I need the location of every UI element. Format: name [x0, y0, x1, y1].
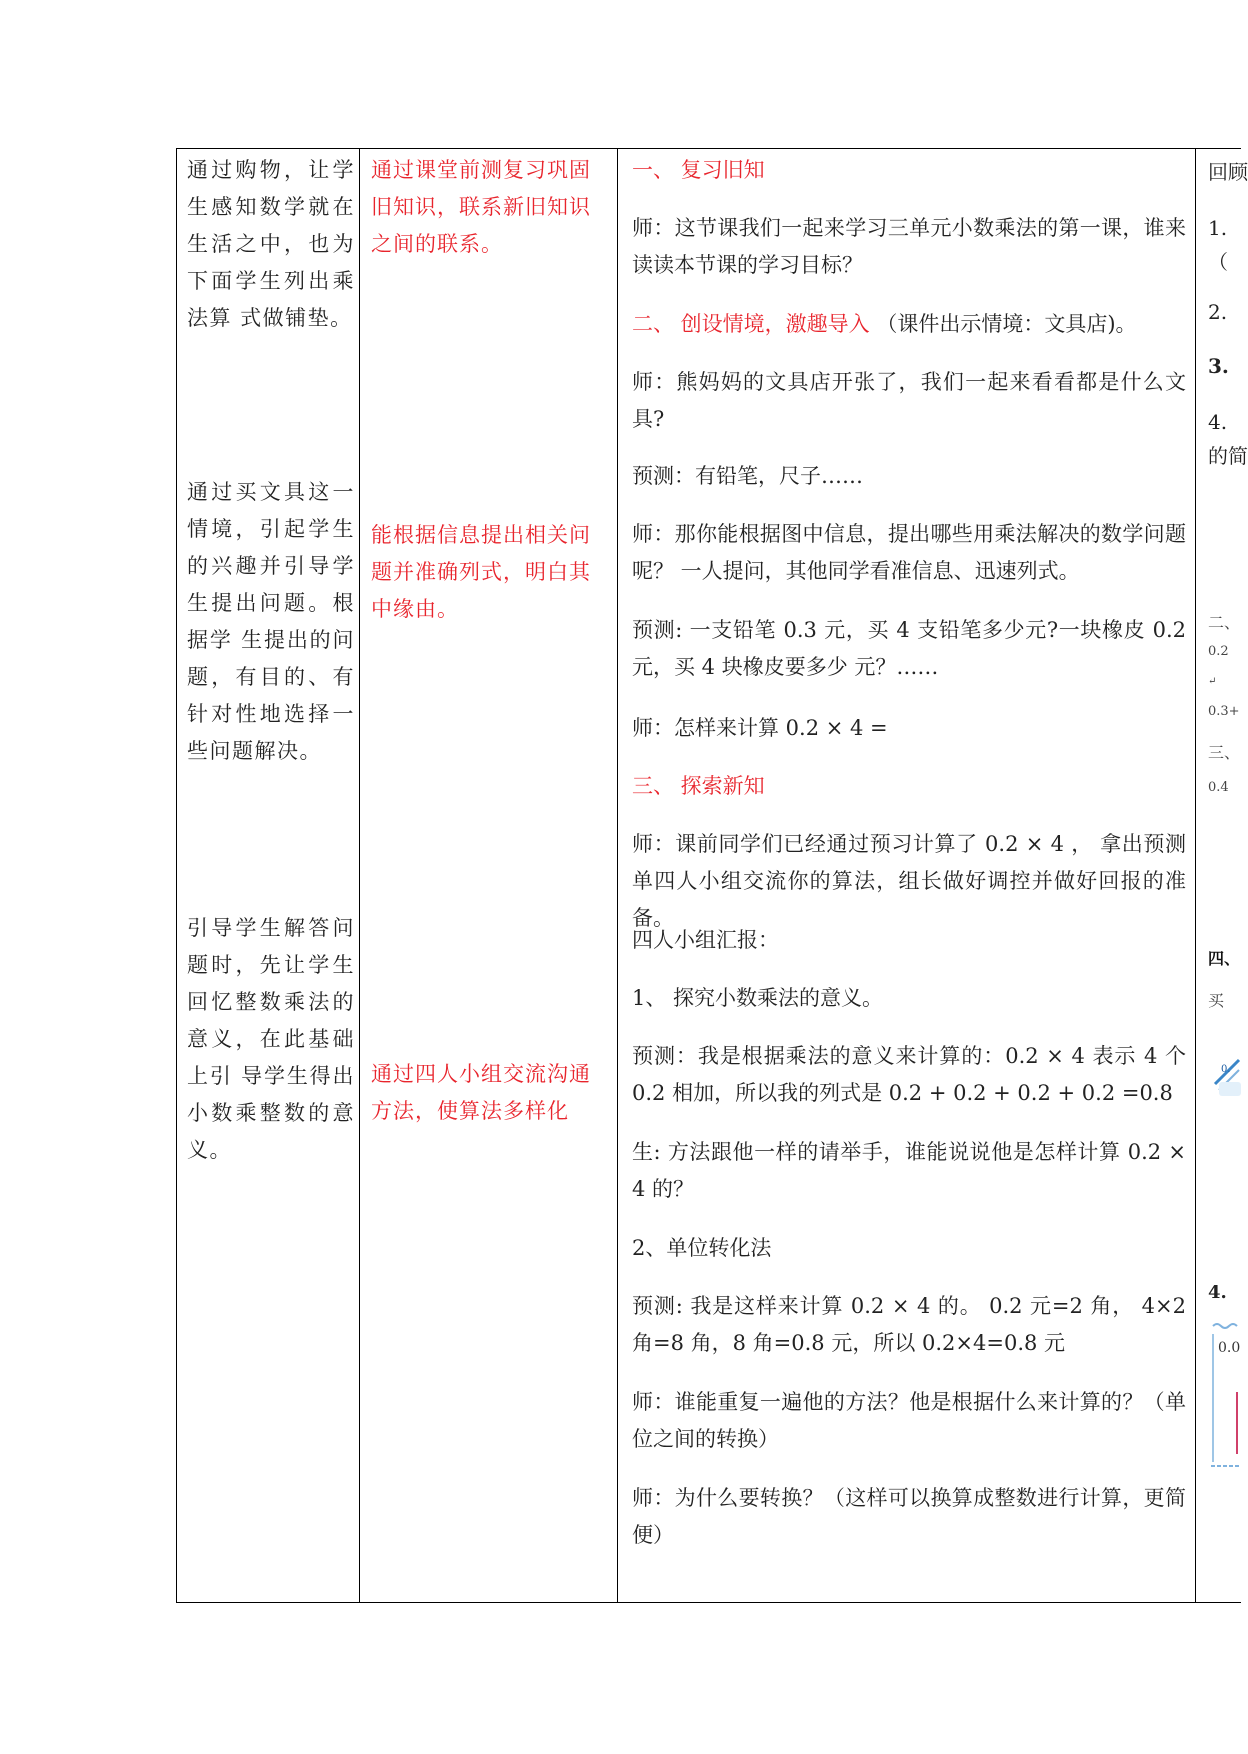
- intent-paragraph-meaning: 引导学生解答问题时，先让学生回忆整数乘法的意义，在此基础上引 导学生得出小数乘整数的意义。: [187, 916, 355, 1162]
- section-heading-situation-title: 二、 创设情境，激趣导入: [632, 312, 870, 336]
- section-heading-situation-note: （课件出示情境：文具店)。: [869, 312, 1137, 336]
- cropped-text: 2.: [1208, 300, 1228, 324]
- process-paragraph: 师：谁能重复一遍他的方法？他是根据什么来计算的？（单位之间的转换）: [632, 1390, 1186, 1451]
- cropped-text: 4.: [1208, 1282, 1227, 1303]
- cropped-text: ↵: [1208, 676, 1217, 687]
- cropped-text: 回顾: [1208, 160, 1248, 184]
- process-paragraph: 预测：我是根据乘法的意义来计算的：0.2 × 4 表示 4 个 0.2 相加，所以我的列式是 0.2 + 0.2 + 0.2 + 0.2 =0.8: [632, 1044, 1186, 1105]
- cropped-text: 的简: [1208, 444, 1248, 468]
- cropped-text: 0.3+: [1208, 704, 1240, 719]
- table-border-2: [617, 148, 618, 1602]
- section-heading-situation: [632, 306, 1186, 343]
- cropped-text: 四、: [1208, 949, 1241, 968]
- process-paragraph: 师：那你能根据图中信息，提出哪些用乘法解决的数学问题呢？ 一人提问，其他同学看准信息、迅速列式。: [632, 522, 1186, 583]
- cropped-text: 3.: [1208, 354, 1229, 378]
- cropped-text: （: [1208, 250, 1228, 274]
- cropped-text: 0.2: [1208, 644, 1229, 659]
- process-paragraph: 预测: 我是这样来计算 0.2 × 4 的。 0.2 元=2 角， 4×2 角=8 角，8 角=0.8 元，所以 0.2×4=0.8 元: [632, 1294, 1186, 1355]
- process-paragraph: 四人小组汇报：: [632, 928, 779, 952]
- process-paragraph: 生: 方法跟他一样的请举手，谁能说说他是怎样计算 0.2 × 4 的？: [632, 1140, 1186, 1201]
- section-heading-explore: 三、 探索新知: [632, 774, 765, 798]
- cropped-text: 0.: [1221, 1064, 1231, 1075]
- cropped-text: 0.4: [1208, 780, 1229, 795]
- process-paragraph: 预测: 一支铅笔 0.3 元，买 4 支铅笔多少元?一块橡皮 0.2 元，买 4 块橡皮要多少 元？……: [632, 618, 1186, 679]
- process-paragraph: 预测：有铅笔，尺子……: [632, 464, 863, 488]
- section-heading-review: 一、 复习旧知: [632, 158, 765, 182]
- objective-group-work: 通过四人小组交流沟通方法，使算法多样化: [371, 1062, 591, 1123]
- objective-question: 能根据信息提出相关问题并准确列式，明白其中缘由。: [371, 523, 591, 621]
- cropped-text: 1.: [1208, 216, 1228, 240]
- process-paragraph: 师：为什么要转换？（这样可以换算成整数进行计算，更简便）: [632, 1486, 1186, 1547]
- objective-column: [361, 148, 617, 1602]
- teaching-process-column: [619, 148, 1195, 1602]
- objective-review: 通过课堂前测复习巩固旧知识，联系新旧知识之间的联系。: [371, 158, 591, 256]
- cropped-text: 三、: [1208, 743, 1241, 762]
- process-paragraph: 师：熊妈妈的文具店开张了，我们一起来看看都是什么文具?: [632, 370, 1186, 431]
- process-paragraph: 1、 探究小数乘法的意义。: [632, 986, 884, 1010]
- table-bottom-border: [176, 1602, 1241, 1603]
- process-paragraph: 2、单位转化法: [632, 1236, 772, 1260]
- cropped-illustration: [1213, 1054, 1241, 1098]
- cropped-text: 二、: [1208, 613, 1241, 632]
- process-paragraph: 师：课前同学们已经通过预习计算了 0.2 × 4 ， 拿出预测单四人小组交流你的算法，组长做好调控并做好回报的准备。: [632, 832, 1186, 930]
- intent-paragraph-context: 通过买文具这一情境，引起学生的兴趣并引导学生提出问题。根据学 生提出的问题，有目的、有针对性地选择一些问题解决。: [187, 480, 355, 763]
- design-intent-column: [177, 148, 359, 1602]
- cropped-column: [1197, 148, 1248, 1602]
- cropped-text: 0.0: [1218, 1340, 1241, 1356]
- cropped-text: 4.: [1208, 410, 1228, 434]
- process-paragraph: 师：这节课我们一起来学习三单元小数乘法的第一课，谁来读读本节课的学习目标？: [632, 216, 1186, 277]
- table-border-3: [1195, 148, 1196, 1602]
- table-border-1: [359, 148, 360, 1602]
- intent-paragraph-shopping: 通过购物，让学生感知数学就在生活之中，也为下面学生列出乘法算 式做铺垫。: [187, 158, 355, 330]
- process-paragraph: 师：怎样来计算 0.2 × 4 =: [632, 716, 888, 740]
- cropped-text: 买: [1208, 991, 1225, 1010]
